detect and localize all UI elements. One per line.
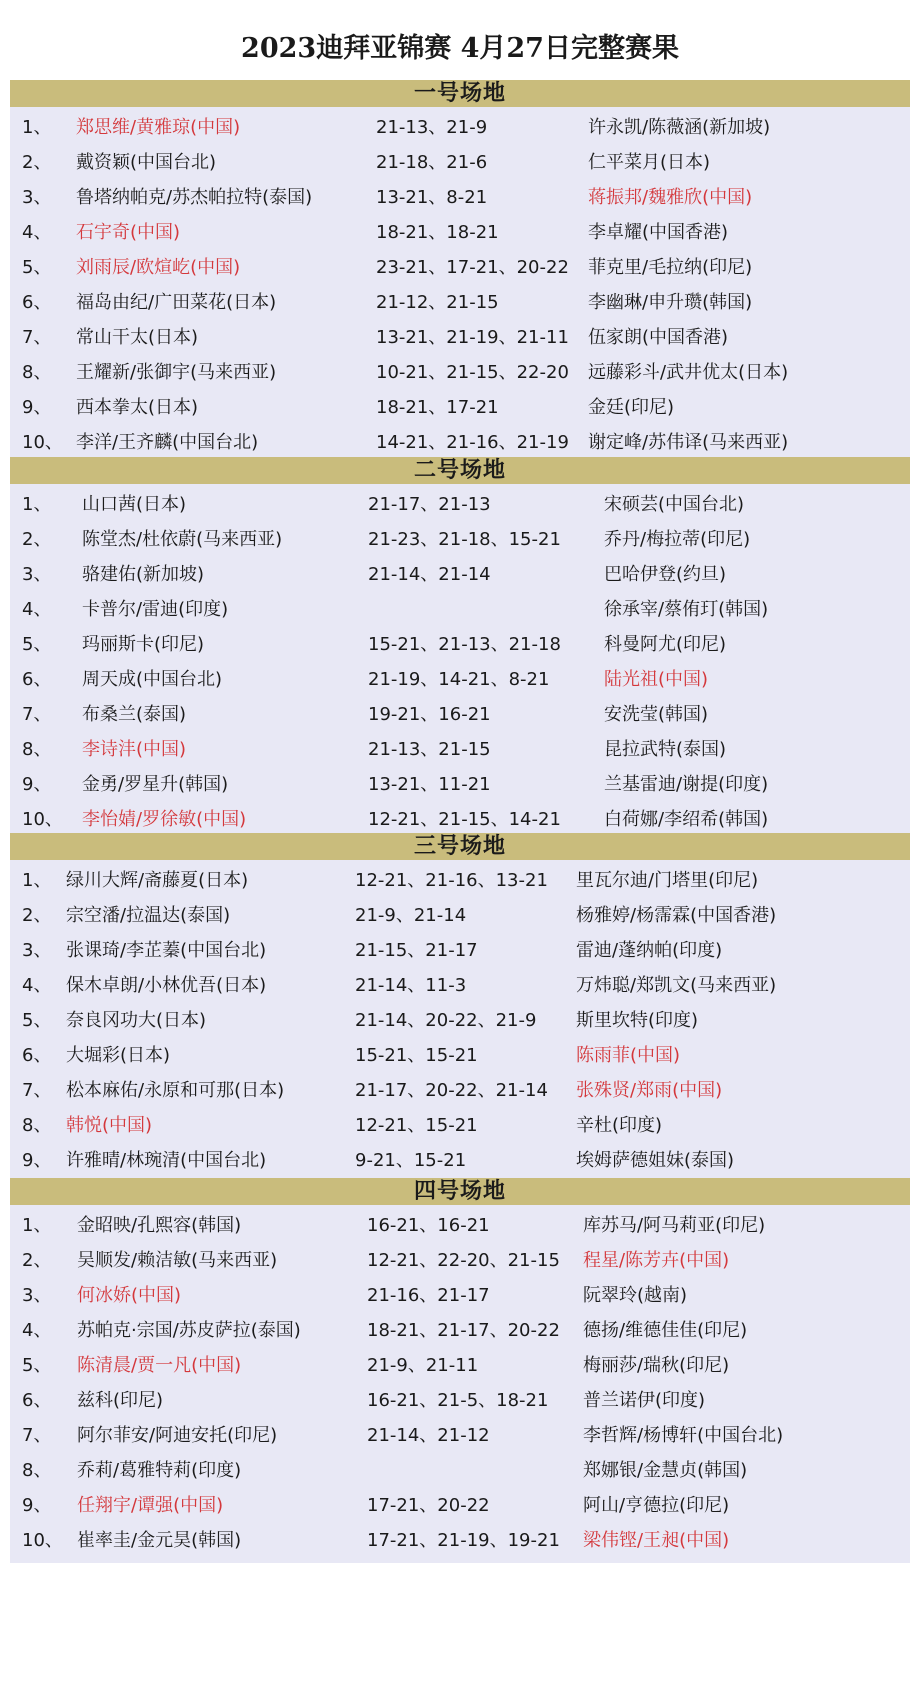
player-left: 郑思维/黄雅琼(中国): [76, 117, 241, 138]
match-number: 6、: [22, 1390, 52, 1411]
match-number: 3、: [22, 940, 52, 961]
player-left: 王耀新/张御宇(马来西亚): [76, 362, 277, 383]
player-left: 何冰娇(中国): [77, 1285, 182, 1306]
court-results: [10, 860, 910, 1183]
match-score: 16-21、16-21: [367, 1215, 490, 1236]
match-score: 21-14、21-14: [368, 564, 491, 585]
player-left: 奈良冈功大(日本): [66, 1010, 207, 1031]
player-right: 李卓耀(中国香港): [588, 222, 729, 243]
match-score: 21-13、21-15: [368, 739, 491, 760]
player-left: 戴资颖(中国台北): [76, 152, 217, 173]
player-left: 周天成(中国台北): [82, 669, 223, 690]
match-number: 1、: [22, 870, 52, 891]
court-panel: [10, 833, 910, 1183]
player-right: 雷迪/蓬纳帕(印度): [576, 940, 723, 961]
player-left: 玛丽斯卡(印尼): [82, 634, 205, 655]
match-number: 10、: [22, 809, 63, 830]
player-right: 许永凯/陈薇涵(新加坡): [588, 117, 771, 138]
match-number: 6、: [22, 1045, 52, 1066]
match-row: [10, 1144, 910, 1179]
player-right: 里瓦尔迪/门塔里(印尼): [576, 870, 759, 891]
player-left: 西本拳太(日本): [76, 397, 199, 418]
match-row: [10, 1004, 910, 1039]
player-right: 库苏马/阿马莉亚(印尼): [583, 1215, 766, 1236]
player-left: 吴顺发/赖洁敏(马来西亚): [77, 1250, 278, 1271]
player-left: 李怡婧/罗徐敏(中国): [82, 809, 247, 830]
match-score: 19-21、16-21: [368, 704, 491, 725]
match-score: 17-21、21-19、19-21: [367, 1530, 560, 1551]
match-score: 21-12、21-15: [376, 292, 499, 313]
match-number: 3、: [22, 1285, 52, 1306]
match-number: 4、: [22, 1320, 52, 1341]
player-right: 陈雨菲(中国): [576, 1045, 681, 1066]
player-right: 普兰诺伊(印度): [583, 1390, 706, 1411]
player-right: 张殊贤/郑雨(中国): [576, 1080, 723, 1101]
match-number: 7、: [22, 1080, 52, 1101]
player-right: 伍家朗(中国香港): [588, 327, 729, 348]
court-header: 一号场地: [10, 80, 910, 107]
match-score: 23-21、17-21、20-22: [376, 257, 569, 278]
match-number: 2、: [22, 152, 52, 173]
player-left: 布桑兰(泰国): [82, 704, 187, 725]
match-score: 16-21、21-5、18-21: [367, 1390, 549, 1411]
player-left: 张课琦/李芷蓁(中国台北): [66, 940, 267, 961]
match-number: 10、: [22, 1530, 63, 1551]
player-left: 福岛由纪/广田菜花(日本): [76, 292, 277, 313]
player-right: 徐承宰/蔡侑玎(韩国): [604, 599, 769, 620]
match-row: [10, 426, 910, 461]
match-row: [10, 593, 910, 628]
match-score: 9-21、15-21: [355, 1150, 467, 1171]
match-row: [10, 628, 910, 663]
match-score: 13-21、8-21: [376, 187, 488, 208]
match-number: 7、: [22, 704, 52, 725]
match-number: 4、: [22, 975, 52, 996]
player-right: 谢定峰/苏伟译(马来西亚): [588, 432, 789, 453]
match-score: 18-21、17-21: [376, 397, 499, 418]
match-number: 9、: [22, 397, 52, 418]
match-row: [10, 1489, 910, 1524]
match-row: [10, 558, 910, 593]
court-panel: [10, 1178, 910, 1563]
match-row: [10, 523, 910, 558]
match-number: 7、: [22, 327, 52, 348]
match-row: [10, 1524, 910, 1559]
match-row: [10, 899, 910, 934]
match-number: 5、: [22, 257, 52, 278]
player-left: 崔率圭/金元昊(韩国): [77, 1530, 242, 1551]
player-right: 昆拉武特(泰国): [604, 739, 727, 760]
match-row: [10, 1209, 910, 1244]
player-right: 阿山/亨德拉(印尼): [583, 1495, 730, 1516]
match-number: 6、: [22, 669, 52, 690]
match-score: 21-16、21-17: [367, 1285, 490, 1306]
match-number: 8、: [22, 1115, 52, 1136]
match-row: [10, 146, 910, 181]
match-score: 12-21、21-15、14-21: [368, 809, 561, 830]
match-score: 15-21、21-13、21-18: [368, 634, 561, 655]
match-score: 21-14、11-3: [355, 975, 467, 996]
match-row: [10, 1419, 910, 1454]
court-header: 三号场地: [10, 833, 910, 860]
match-row: [10, 216, 910, 251]
player-right: 梁伟铿/王昶(中国): [583, 1530, 730, 1551]
player-left: 韩悦(中国): [66, 1115, 153, 1136]
court-panel: [10, 457, 910, 842]
match-score: 12-21、15-21: [355, 1115, 478, 1136]
player-left: 骆建佑(新加坡): [82, 564, 205, 585]
player-left: 大堀彩(日本): [66, 1045, 171, 1066]
match-score: 17-21、20-22: [367, 1495, 490, 1516]
player-right: 万炜聪/郑凯文(马来西亚): [576, 975, 777, 996]
player-right: 阮翠玲(越南): [583, 1285, 688, 1306]
match-number: 1、: [22, 117, 52, 138]
match-score: 12-21、22-20、21-15: [367, 1250, 560, 1271]
match-row: [10, 698, 910, 733]
match-number: 4、: [22, 599, 52, 620]
match-number: 5、: [22, 1010, 52, 1031]
player-right: 乔丹/梅拉蒂(印尼): [604, 529, 751, 550]
match-number: 2、: [22, 905, 52, 926]
player-left: 刘雨辰/欧煊屹(中国): [76, 257, 241, 278]
player-right: 李哲辉/杨博轩(中国台北): [583, 1425, 784, 1446]
player-right: 巴哈伊登(约旦): [604, 564, 727, 585]
player-right: 梅丽莎/瑞秋(印尼): [583, 1355, 730, 1376]
player-right: 仁平菜月(日本): [588, 152, 711, 173]
match-number: 8、: [22, 1460, 52, 1481]
player-left: 李洋/王齐麟(中国台北): [76, 432, 259, 453]
match-row: [10, 768, 910, 803]
court-header: 四号场地: [10, 1178, 910, 1205]
player-right: 宋硕芸(中国台北): [604, 494, 745, 515]
match-row: [10, 488, 910, 523]
match-row: [10, 1279, 910, 1314]
match-score: 21-9、21-11: [367, 1355, 479, 1376]
player-right: 科曼阿尤(印尼): [604, 634, 727, 655]
match-row: [10, 969, 910, 1004]
match-score: 21-17、20-22、21-14: [355, 1080, 548, 1101]
player-right: 远藤彩斗/武井优太(日本): [588, 362, 789, 383]
match-row: [10, 181, 910, 216]
court-results: [10, 107, 910, 465]
match-score: 21-17、21-13: [368, 494, 491, 515]
court-results: [10, 1205, 910, 1563]
match-number: 9、: [22, 774, 52, 795]
match-number: 1、: [22, 1215, 52, 1236]
match-row: [10, 356, 910, 391]
court-panel: [10, 80, 910, 465]
match-row: [10, 864, 910, 899]
court-results: [10, 484, 910, 842]
match-row: [10, 1314, 910, 1349]
player-left: 李诗沣(中国): [82, 739, 187, 760]
player-right: 程星/陈芳卉(中国): [583, 1250, 730, 1271]
player-right: 陆光祖(中国): [604, 669, 709, 690]
player-left: 许雅晴/林琬清(中国台北): [66, 1150, 267, 1171]
match-score: 15-21、15-21: [355, 1045, 478, 1066]
player-left: 常山干太(日本): [76, 327, 199, 348]
match-row: [10, 391, 910, 426]
player-right: 李幽琳/申升瓒(韩国): [588, 292, 753, 313]
player-left: 宗空潘/拉温达(泰国): [66, 905, 231, 926]
match-score: 10-21、21-15、22-20: [376, 362, 569, 383]
player-right: 德扬/维德佳佳(印尼): [583, 1320, 748, 1341]
player-right: 辛杜(印度): [576, 1115, 663, 1136]
court-header: 二号场地: [10, 457, 910, 484]
player-left: 陈堂杰/杜依蔚(马来西亚): [82, 529, 283, 550]
match-row: [10, 1349, 910, 1384]
page-title: 2023迪拜亚锦赛 4月27日完整赛果: [241, 33, 679, 64]
player-left: 兹科(印尼): [77, 1390, 164, 1411]
player-right: 斯里坎特(印度): [576, 1010, 699, 1031]
match-row: [10, 663, 910, 698]
player-right: 兰基雷迪/谢提(印度): [604, 774, 769, 795]
match-row: [10, 286, 910, 321]
player-left: 乔莉/葛雅特莉(印度): [77, 1460, 242, 1481]
match-number: 5、: [22, 634, 52, 655]
match-row: [10, 1109, 910, 1144]
player-right: 安洗莹(韩国): [604, 704, 709, 725]
match-row: [10, 251, 910, 286]
player-right: 埃姆萨德姐妹(泰国): [576, 1150, 735, 1171]
player-right: 蒋振邦/魏雅欣(中国): [588, 187, 753, 208]
match-score: 21-18、21-6: [376, 152, 488, 173]
player-left: 苏帕克·宗国/苏皮萨拉(泰国): [77, 1320, 301, 1341]
match-number: 10、: [22, 432, 63, 453]
match-score: 21-15、21-17: [355, 940, 478, 961]
player-left: 阿尔菲安/阿迪安托(印尼): [77, 1425, 278, 1446]
match-score: 21-19、14-21、8-21: [368, 669, 550, 690]
match-score: 21-14、21-12: [367, 1425, 490, 1446]
player-right: 金廷(印尼): [588, 397, 675, 418]
player-right: 杨雅婷/杨霈霖(中国香港): [576, 905, 777, 926]
match-row: [10, 111, 910, 146]
match-score: 13-21、11-21: [368, 774, 491, 795]
player-left: 任翔宇/谭强(中国): [77, 1495, 224, 1516]
match-score: 18-21、21-17、20-22: [367, 1320, 560, 1341]
player-left: 保木卓朗/小林优吾(日本): [66, 975, 267, 996]
match-number: 8、: [22, 362, 52, 383]
match-number: 3、: [22, 187, 52, 208]
match-number: 9、: [22, 1495, 52, 1516]
match-row: [10, 1244, 910, 1279]
match-score: 21-13、21-9: [376, 117, 488, 138]
match-row: [10, 1074, 910, 1109]
match-number: 9、: [22, 1150, 52, 1171]
player-left: 金勇/罗星升(韩国): [82, 774, 229, 795]
match-score: 12-21、21-16、13-21: [355, 870, 548, 891]
match-number: 5、: [22, 1355, 52, 1376]
match-row: [10, 733, 910, 768]
match-row: [10, 1039, 910, 1074]
match-number: 1、: [22, 494, 52, 515]
match-score: 18-21、18-21: [376, 222, 499, 243]
match-row: [10, 1384, 910, 1419]
player-left: 山口茜(日本): [82, 494, 187, 515]
player-left: 石宇奇(中国): [76, 222, 181, 243]
player-right: 郑娜银/金慧贞(韩国): [583, 1460, 748, 1481]
player-left: 鲁塔纳帕克/苏杰帕拉特(泰国): [76, 187, 313, 208]
match-number: 3、: [22, 564, 52, 585]
match-number: 8、: [22, 739, 52, 760]
player-left: 卡普尔/雷迪(印度): [82, 599, 229, 620]
match-number: 7、: [22, 1425, 52, 1446]
player-left: 金昭映/孔熙容(韩国): [77, 1215, 242, 1236]
match-row: [10, 321, 910, 356]
match-score: 21-9、21-14: [355, 905, 467, 926]
player-right: 白荷娜/李绍希(韩国): [604, 809, 769, 830]
player-left: 陈清晨/贾一凡(中国): [77, 1355, 242, 1376]
match-row: [10, 1454, 910, 1489]
match-number: 6、: [22, 292, 52, 313]
match-number: 2、: [22, 1250, 52, 1271]
player-left: 绿川大辉/斋藤夏(日本): [66, 870, 249, 891]
match-number: 2、: [22, 529, 52, 550]
match-score: 14-21、21-16、21-19: [376, 432, 569, 453]
match-number: 4、: [22, 222, 52, 243]
match-row: [10, 934, 910, 969]
player-right: 菲克里/毛拉纳(印尼): [588, 257, 753, 278]
match-score: 13-21、21-19、21-11: [376, 327, 569, 348]
player-left: 松本麻佑/永原和可那(日本): [66, 1080, 285, 1101]
match-score: 21-14、20-22、21-9: [355, 1010, 537, 1031]
match-score: 21-23、21-18、15-21: [368, 529, 561, 550]
